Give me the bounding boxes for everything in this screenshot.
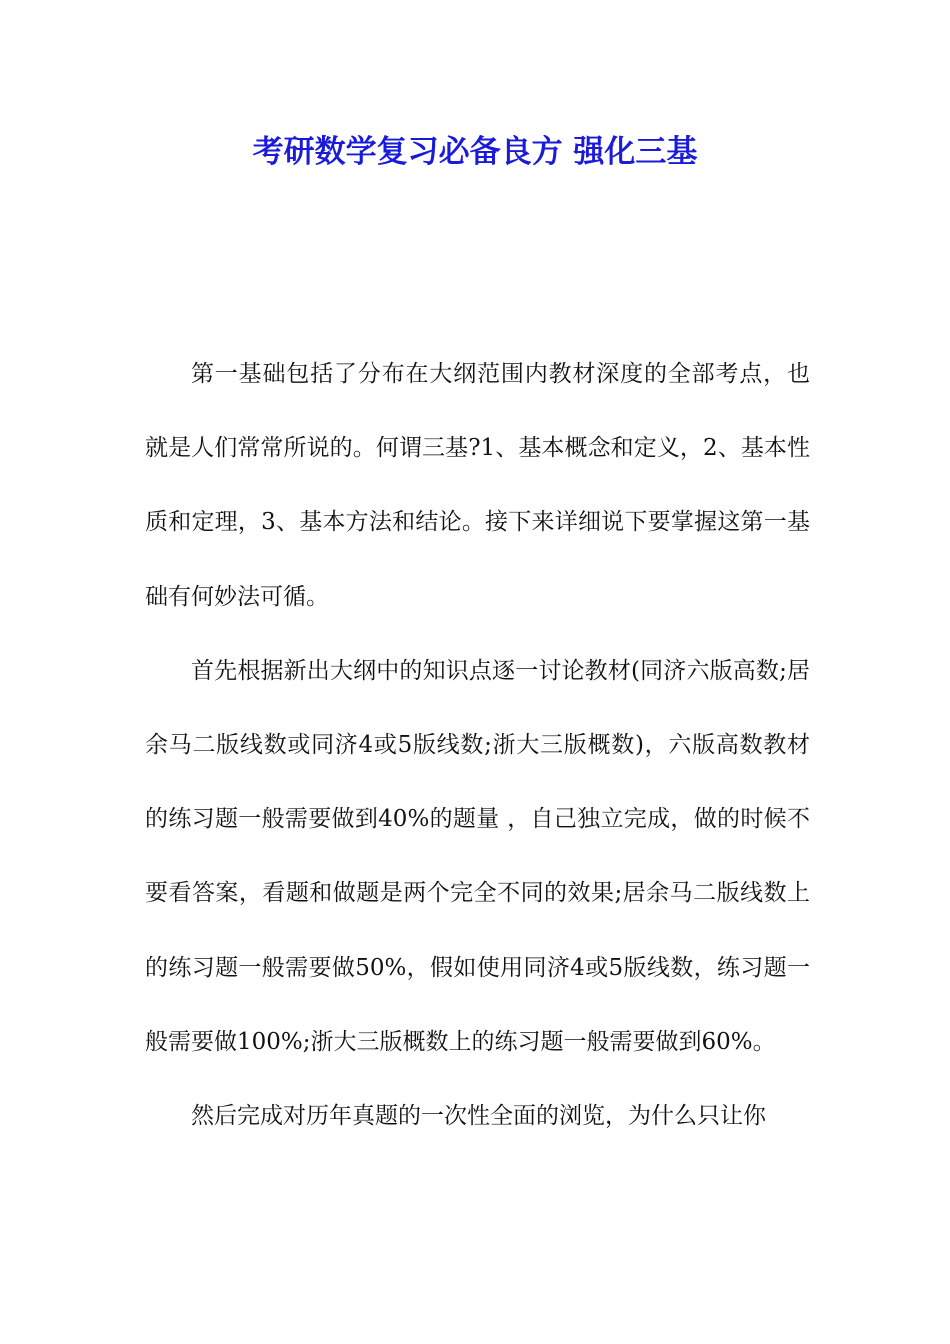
document-body	[145, 337, 810, 1153]
paragraph-2: 首先根据新出大纲中的知识点逐一讨论教材(同济六版高数;居余马二版线数或同济4或5版线数;浙大三版概数)，六版高数教材的练习题一般需要做到40%的题量 ，自己独立完成，做的时候不要看答案，看题和做题是两个完全不同的效果;居余马二版线数上的练习题一般需要做50%，假如使用同济4或5版线数，练习题一般需要做100%;浙大三版概数上的练习题一般需要做到60%。	[145, 657, 810, 1055]
paragraph-3: 然后完成对历年真题的一次性全面的浏览，为什么只让你	[191, 1103, 766, 1130]
paragraph-1: 第一基础包括了分布在大纲范围内教材深度的全部考点，也就是人们常常所说的。何谓三基?1、基本概念和定义，2、基本性质和定理，3、基本方法和结论。接下来详细说下要掌握这第一基础有何妙法可循。	[145, 361, 810, 610]
document-title: 考研数学复习必备良方 强化三基	[252, 134, 698, 170]
